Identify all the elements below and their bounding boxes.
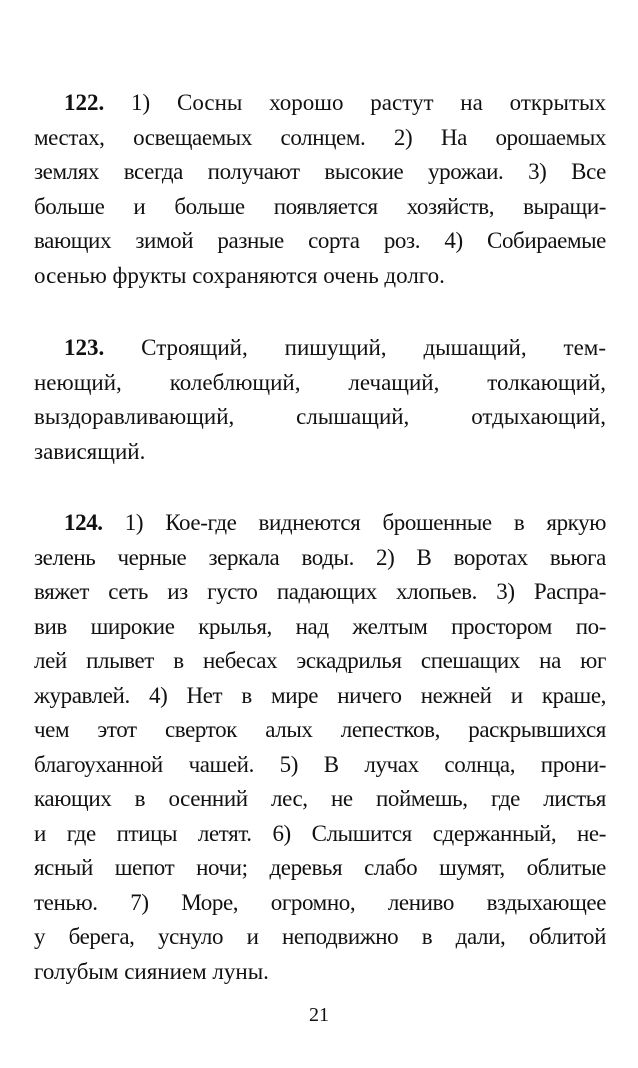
exercise-124-line-5: лей плывет в небесах эскадрилья спешащих на юг (34, 648, 606, 673)
exercise-122-line-3: землях всегда получают высокие урожаи. 3) Все (34, 159, 606, 184)
exercise-122-line-1: 122. 1) Сосны хорошо растут на открытых (64, 90, 606, 115)
exercise-122 (34, 86, 606, 293)
exercise-124-line-8: благоуханной чашей. 5) В лучах солнца, прони- (34, 751, 606, 777)
exercise-123-line-4: зависящий. (34, 438, 146, 464)
exercise-124-line-13: у берега, уснуло и неподвижно в дали, облитой (34, 924, 606, 949)
exercise-124 (34, 506, 606, 989)
exercise-124-line-4: вив широкие крылья, над желтым простором по- (34, 613, 606, 639)
exercise-124-line-6: журавлей. 4) Нет в мире ничего нежней и краше, (34, 682, 606, 708)
exercise-122-line-6: осенью фрукты сохраняются очень долго. (34, 262, 445, 288)
exercise-123-line-1: 123. Строящий, пишущий, дышащий, тем- (64, 335, 606, 360)
exercise-number: 123. (64, 335, 105, 360)
exercise-number: 124. (64, 510, 103, 535)
page-number: 21 (309, 1004, 329, 1026)
exercise-124-line-7: чем этот сверток алых лепестков, раскрывшихся (34, 717, 606, 742)
exercise-124-line-10: и где птицы летят. 6) Слышится сдержанный, не- (34, 820, 606, 846)
exercise-124-line-9: кающих в осенний лес, не поймешь, где листья (34, 786, 606, 811)
exercise-123-line-3: выздоравливающий, слышащий, отдыхающий, (34, 404, 606, 429)
exercise-124-line-3: вяжет сеть из густо падающих хлопьев. 3) Распра- (34, 579, 606, 604)
exercise-124-line-11: ясный шепот ночи; деревья слабо шумят, облитые (34, 855, 606, 880)
exercise-122-line-5: вающих зимой разные сорта роз. 4) Собираемые (34, 228, 606, 253)
exercise-number: 122. (64, 90, 105, 115)
exercise-124-line-14: голубым сиянием луны. (34, 958, 269, 984)
exercise-122-line-4: больше и больше появляется хозяйств, выращи- (34, 193, 606, 219)
exercise-123 (34, 331, 606, 469)
exercise-124-line-2: зелень черные зеркала воды. 2) В воротах вьюга (34, 544, 606, 570)
exercise-124-line-12: тенью. 7) Море, огромно, лениво вздыхающее (34, 889, 606, 915)
exercise-122-line-2: местах, освещаемых солнцем. 2) На орошаемых (34, 124, 606, 150)
exercise-124-line-1: 124. 1) Кое-где виднеются брошенные в яркую (64, 510, 606, 535)
exercise-123-line-2: неющий, колеблющий, лечащий, толкающий, (34, 369, 606, 395)
